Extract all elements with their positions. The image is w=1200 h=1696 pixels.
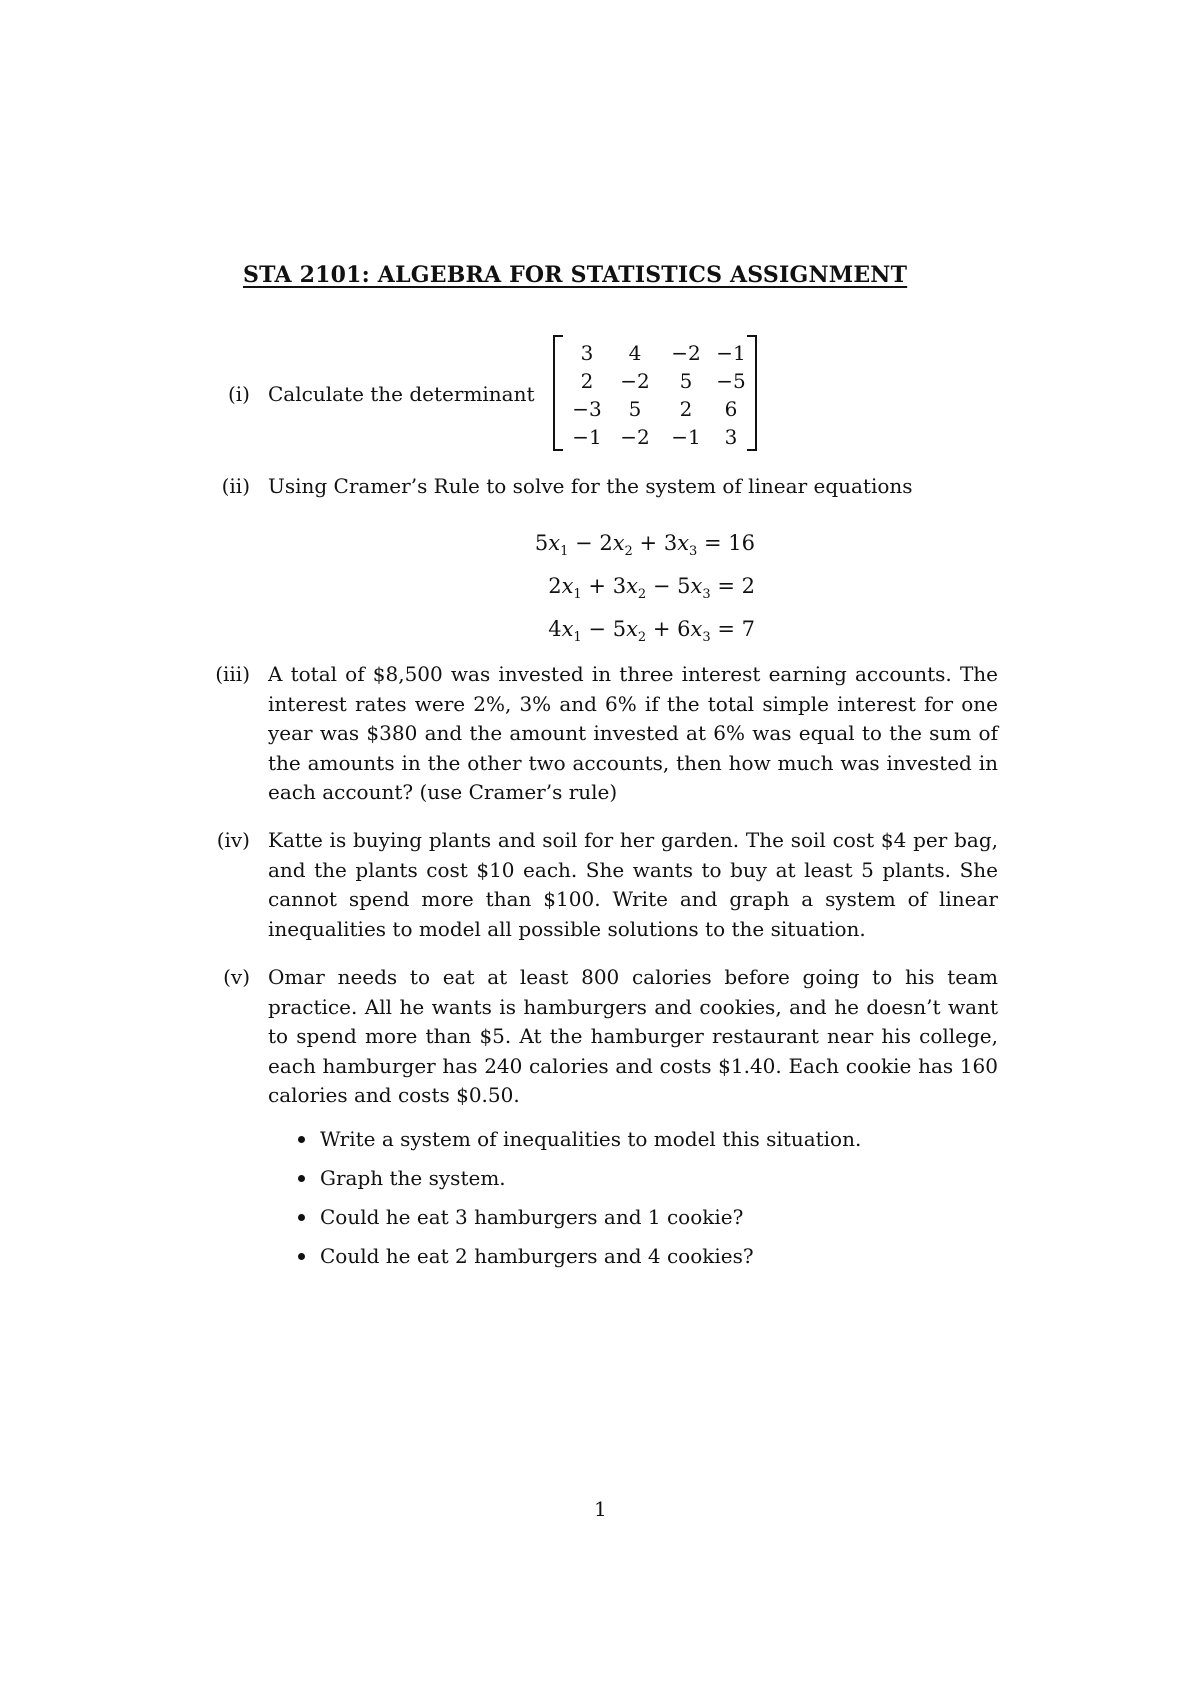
question-2-label: (ii): [221, 474, 250, 498]
equation-1: $5x_1 - 2x_2 + 3x_3 = 16$: [534, 531, 755, 560]
question-5-text: Omar needs to eat at least 800 calories before going to his team practice. All he wants is hamburgers and cookies, and he doesn’t want to spend more than $5. At the hamburger restaurant near his college, each hamburger has 240 calories and costs $1.40. Each cookie has 160 calories and costs $0.50.: [268, 965, 998, 1107]
matrix-cell: −1: [671, 425, 701, 449]
matrix-cell: 3: [580, 341, 594, 365]
question-4-text: Katte is buying plants and soil for her garden. The soil cost $4 per bag, and the plants cost $10 each. She wants to buy at least 5 plants. She cannot spend more than $100. Write and graph a system of linear inequalities to model all possible solutions to the situation.: [268, 828, 998, 941]
matrix-cell: −1: [716, 341, 746, 365]
matrix-cell: −1: [572, 425, 602, 449]
question-1-text: Calculate the determinant: [268, 382, 535, 406]
assignment-title: STA 2101: ALGEBRA FOR STATISTICS ASSIGNMENT: [243, 262, 908, 288]
matrix-right-bracket: [747, 335, 757, 451]
matrix-left-bracket: [553, 335, 563, 451]
matrix-cell: 2: [679, 397, 693, 421]
list-item: Could he eat 3 hamburgers and 1 cookie?: [296, 1203, 896, 1242]
question-5-bullet-list: [296, 1125, 896, 1281]
bullet-icon: [298, 1214, 305, 1221]
bullet-icon: [298, 1136, 305, 1143]
determinant-matrix: [553, 335, 757, 451]
bullet-icon: [298, 1253, 305, 1260]
equation-system: [525, 526, 765, 656]
question-2-text: Using Cramer’s Rule to solve for the system of linear equations: [268, 474, 913, 498]
question-3-text: A total of $8,500 was invested in three interest earning accounts. The interest rates were 2%, 3% and 6% if the total simple interest for one year was $380 and the amount invested at 6% was equal to the sum of the amounts in the other two accounts, then how much was invested in each account? (use Cramer’s rule): [268, 662, 998, 804]
list-item: Write a system of inequalities to model this situation.: [296, 1125, 896, 1164]
matrix-cell: 6: [724, 397, 738, 421]
matrix-cell: −2: [620, 369, 650, 393]
bullet-icon: [298, 1175, 305, 1182]
equation-3: $4x_1 - 5x_2 + 6x_3 = 7$: [548, 617, 755, 646]
matrix-cell: −5: [716, 369, 746, 393]
page-number: 1: [594, 1497, 607, 1521]
list-item: Graph the system.: [296, 1164, 896, 1203]
matrix-grid: [565, 339, 751, 451]
question-1-label: (i): [227, 382, 250, 406]
matrix-cell: 2: [580, 369, 594, 393]
question-5-label: (v): [223, 965, 250, 989]
matrix-cell: 5: [679, 369, 693, 393]
list-item: Could he eat 2 hamburgers and 4 cookies?: [296, 1242, 896, 1281]
question-3-label: (iii): [215, 662, 250, 686]
matrix-cell: −3: [572, 397, 602, 421]
matrix-cell: 3: [724, 425, 738, 449]
question-4-label: (iv): [216, 828, 250, 852]
matrix-cell: −2: [671, 341, 701, 365]
equation-2: $2x_1 + 3x_2 - 5x_3 = 2$: [548, 574, 755, 603]
matrix-cell: 5: [628, 397, 642, 421]
matrix-cell: −2: [620, 425, 650, 449]
matrix-cell: 4: [628, 341, 642, 365]
